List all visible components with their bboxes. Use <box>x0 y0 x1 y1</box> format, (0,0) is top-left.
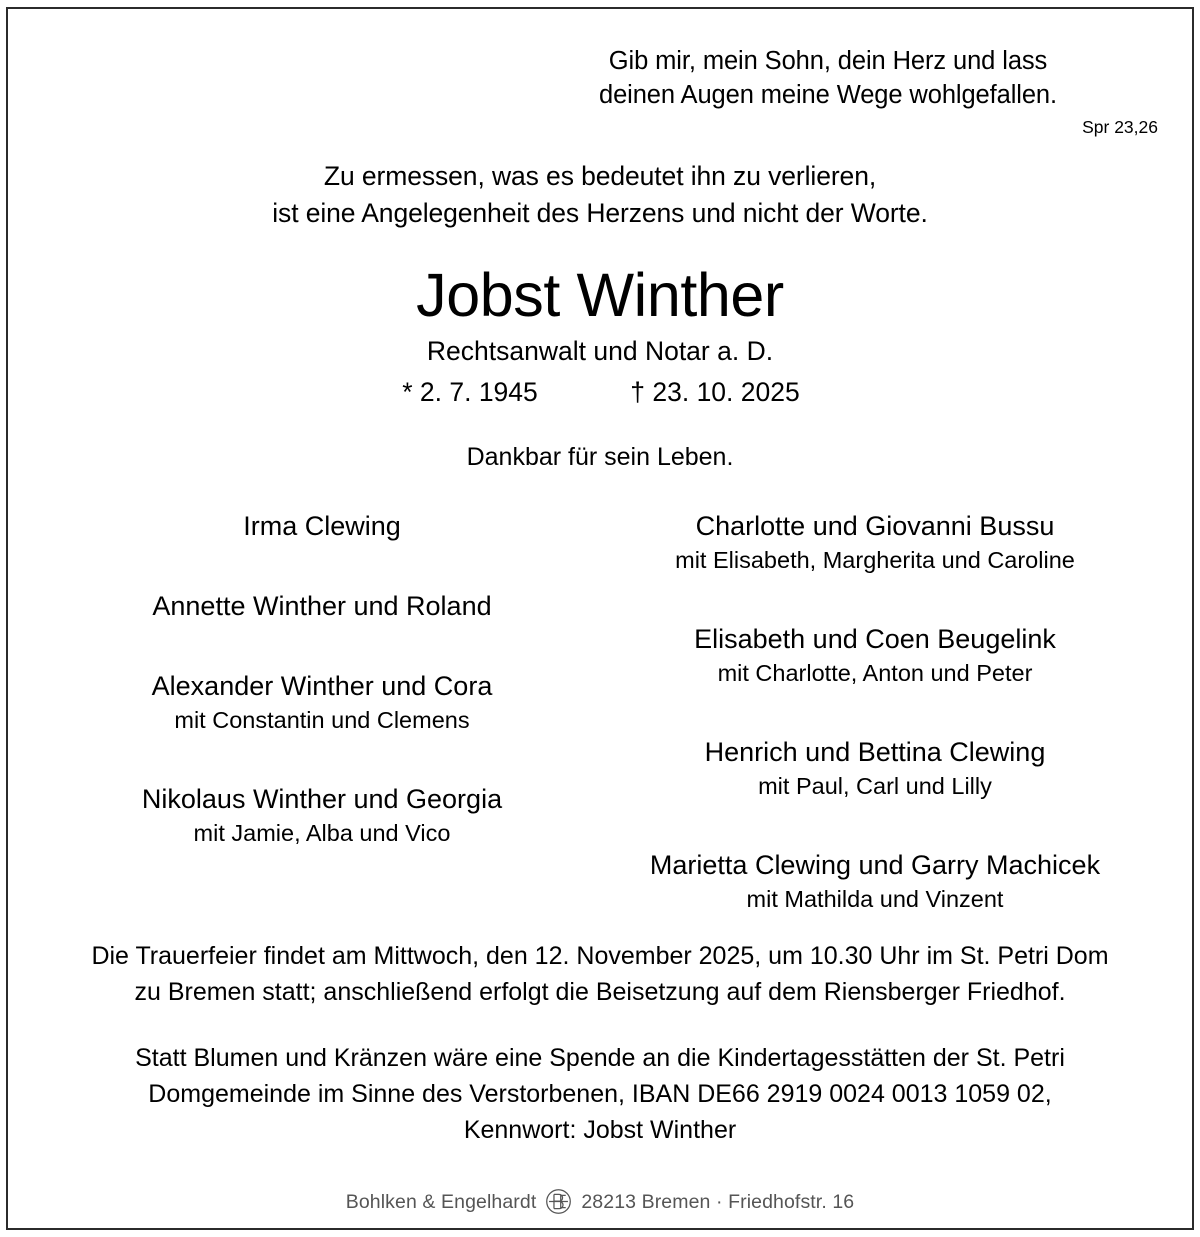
be-monogram-icon <box>545 1188 572 1215</box>
life-dates <box>34 372 1166 412</box>
family-column-left <box>60 508 600 916</box>
family-primary: Irma Clewing <box>243 511 401 541</box>
family-entry <box>610 734 1140 803</box>
service-line-2: zu Bremen statt; anschließend erfolgt die Beisetzung auf dem Riensberger Friedhof. <box>134 978 1066 1006</box>
family-secondary: mit Constantin und Clemens <box>174 707 470 733</box>
death-date: † 23. 10. 2025 <box>630 377 800 407</box>
family-column-right <box>600 508 1140 916</box>
family-entry <box>60 588 584 624</box>
family-entry <box>60 668 584 737</box>
deceased-name: Jobst Winther <box>416 261 784 329</box>
family-entry <box>60 781 584 850</box>
undertaker-name: Bohlken & Engelhardt <box>345 1190 537 1213</box>
scripture-reference: Spr 23,26 <box>1082 117 1158 137</box>
undertaker-address: 28213 Bremen · Friedhofstr. 16 <box>581 1190 855 1213</box>
family-entry <box>610 508 1140 577</box>
family-primary: Elisabeth und Coen Beugelink <box>694 624 1056 654</box>
family-entry <box>60 508 584 544</box>
scripture-block <box>490 0 1166 140</box>
family-secondary: mit Charlotte, Anton und Peter <box>717 660 1033 686</box>
verse-line-2: ist eine Angelegenheit des Herzens und nicht der Worte. <box>272 198 928 228</box>
family-primary: Alexander Winther und Cora <box>151 671 493 701</box>
deceased-block <box>34 258 1166 412</box>
family-secondary: mit Paul, Carl und Lilly <box>758 773 992 799</box>
scripture-line-1: Gib mir, mein Sohn, dein Herz und lass <box>608 47 1048 75</box>
donation-line-1: Statt Blumen und Kränzen wäre eine Spende an die Kindertagesstätten der St. Petri <box>135 1044 1065 1072</box>
donation-details <box>34 1040 1166 1148</box>
service-line-1: Die Trauerfeier findet am Mittwoch, den 12. November 2025, um 10.30 Uhr im St. Petri Dom <box>91 942 1109 970</box>
family-list <box>34 508 1166 916</box>
family-primary: Henrich und Bettina Clewing <box>704 737 1046 767</box>
deceased-role: Rechtsanwalt und Notar a. D. <box>426 336 774 366</box>
donation-line-2: Domgemeinde im Sinne des Verstorbenen, IBAN DE66 2919 0024 0013 1059 02, <box>148 1080 1052 1108</box>
family-secondary: mit Elisabeth, Margherita und Caroline <box>675 547 1075 573</box>
birth-date: * 2. 7. 1945 <box>402 377 538 407</box>
verse-line-1: Zu ermessen, was es bedeutet ihn zu verlieren, <box>323 161 877 191</box>
family-primary: Marietta Clewing und Garry Machicek <box>649 850 1101 880</box>
family-secondary: mit Mathilda und Vinzent <box>746 886 1004 912</box>
scripture-line-2: deinen Augen meine Wege wohlgefallen. <box>598 81 1057 109</box>
undertaker-footer <box>0 1188 1200 1215</box>
family-primary: Annette Winther und Roland <box>152 591 492 621</box>
family-primary: Charlotte und Giovanni Bussu <box>695 511 1055 541</box>
service-details <box>34 938 1166 1010</box>
family-primary: Nikolaus Winther und Georgia <box>141 784 503 814</box>
memorial-verse <box>34 158 1166 232</box>
family-secondary: mit Jamie, Alba und Vico <box>193 820 451 846</box>
family-entry <box>610 847 1140 916</box>
family-entry <box>610 621 1140 690</box>
gratitude-line: Dankbar für sein Leben. <box>466 443 734 471</box>
donation-keyword: Kennwort: Jobst Winther <box>463 1116 737 1144</box>
